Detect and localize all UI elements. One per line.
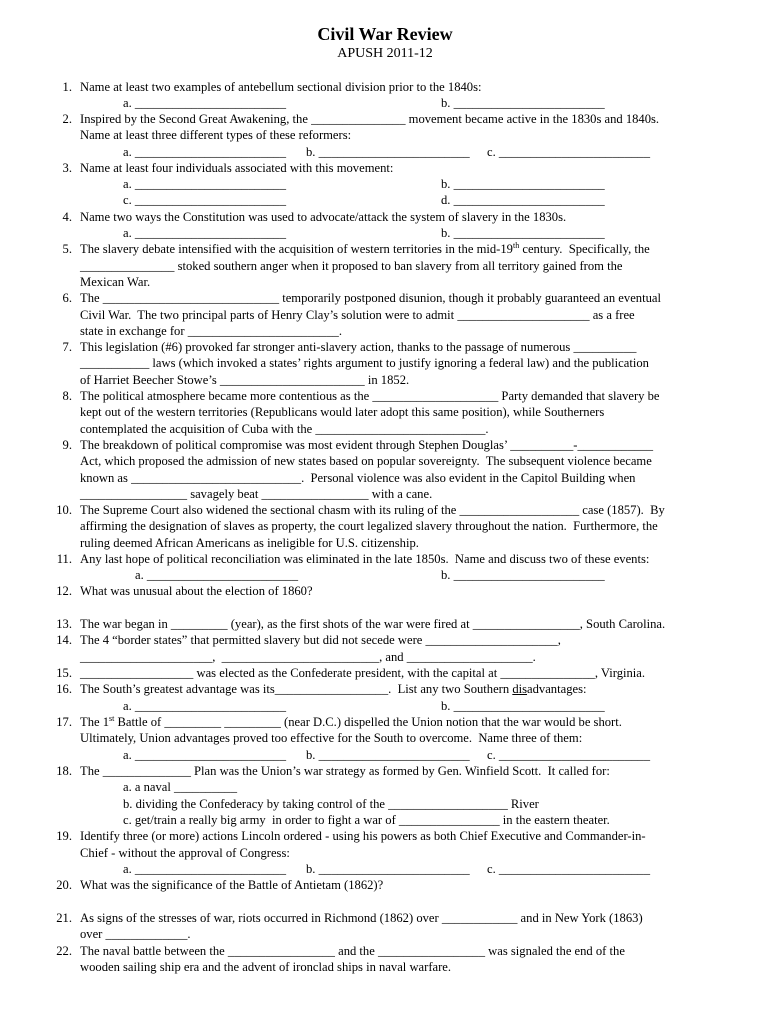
question-line: of Harriet Beecher Stowe’s _______________________ in 1852.: [80, 373, 410, 387]
question-number: 2.: [62, 112, 72, 126]
question-line: known as ___________________________. Personal violence was also evident in the Capitol Building when: [80, 471, 636, 485]
question-line: a. ________________________: [123, 177, 287, 191]
question-text: Name at least four individuals associated with this movement:: [80, 161, 394, 175]
question-number: 15.: [56, 666, 72, 680]
question-line: d. ________________________: [441, 193, 605, 207]
question-line: c. ________________________: [123, 193, 287, 207]
question-number: 6.: [62, 291, 72, 305]
question-text: The South’s greatest advantage was its__________________. List any two Southern disadvantages:: [80, 682, 587, 696]
question-text: The slavery debate intensified with the acquisition of western territories in the mid-19th century. Specifically, the: [80, 240, 650, 256]
question-number: 16.: [56, 682, 72, 696]
question-number: 22.: [56, 944, 72, 958]
question-text: Name two ways the Constitution was used to advocate/attack the system of slavery in the 1830s.: [80, 210, 567, 224]
question-line: ruling deemed African Americans as ineligible for U.S. citizenship.: [80, 536, 419, 550]
question-number: 12.: [56, 584, 72, 598]
question-number: 18.: [56, 764, 72, 778]
question-line: c. get/train a really big army in order to fight a war of ________________ in the eastern theater.: [123, 813, 610, 827]
question-line: a. ________________________: [123, 862, 287, 876]
page-subtitle: APUSH 2011-12: [337, 46, 433, 61]
question-line: state in exchange for ________________________.: [80, 324, 342, 338]
question-text: The breakdown of political compromise was most evident through Stephen Douglas’ __________-____________: [80, 438, 654, 452]
question-number: 20.: [56, 878, 72, 892]
question-number: 3.: [62, 161, 72, 175]
question-line: _______________ stoked southern anger when it proposed to ban slavery from all territory gained from the: [80, 259, 623, 273]
question-text: What was unusual about the election of 1860?: [80, 584, 313, 598]
question-number: 19.: [56, 829, 72, 843]
question-line: b. ________________________: [441, 699, 605, 713]
question-text: The Supreme Court also widened the sectional chasm with its ruling of the ___________________ case (1857). By: [80, 503, 665, 517]
question-line: c. ________________________: [487, 145, 651, 159]
question-line: b. dividing the Confederacy by taking control of the ___________________ River: [123, 797, 539, 811]
question-line: wooden sailing ship era and the advent of ironclad ships in naval warfare.: [80, 960, 452, 974]
question-line: b. ________________________: [306, 862, 470, 876]
question-line: Chief - without the approval of Congress:: [80, 846, 290, 860]
question-line: Ultimately, Union advantages proved too effective for the South to overcome. Name three of them:: [80, 731, 583, 745]
question-text: The political atmosphere became more contentious as the ____________________ Party demanded that slavery be: [80, 389, 660, 403]
question-text: __________________ was elected as the Confederate president, with the capital at _______________, Virginia.: [80, 666, 646, 680]
question-number: 8.: [62, 389, 72, 403]
question-text: The war began in _________ (year), as the first shots of the war were fired at _________________, South Carolina.: [80, 617, 666, 631]
question-line: b. ________________________: [441, 96, 605, 110]
question-line: Name at least three different types of these reformers:: [80, 128, 352, 142]
question-line: over _____________.: [80, 927, 191, 941]
question-line: b. ________________________: [441, 568, 605, 582]
question-number: 11.: [56, 552, 72, 566]
question-line: contemplated the acquisition of Cuba with the ___________________________.: [80, 422, 489, 436]
question-text: Inspired by the Second Great Awakening, the _______________ movement became active in the 1830s and 1840s.: [80, 112, 660, 126]
question-number: 17.: [56, 715, 72, 729]
question-line: kept out of the western territories (Republicans would later adopt this same position), while Southerners: [80, 405, 605, 419]
question-line: c. ________________________: [487, 748, 651, 762]
question-number: 5.: [62, 242, 72, 256]
question-line: ___________ laws (which invoked a states’ rights argument to justify ignoring a federal law) and the publication: [80, 356, 649, 370]
question-text: The ____________________________ temporarily postponed disunion, though it probably guaranteed an eventual: [80, 291, 661, 305]
question-line: _____________________, _________________________, and ____________________.: [80, 650, 536, 664]
question-line: b. ________________________: [441, 177, 605, 191]
question-line: Civil War. The two principal parts of Henry Clay’s solution were to admit _____________________ as a free: [80, 308, 635, 322]
question-text: Name at least two examples of antebellum sectional division prior to the 1840s:: [80, 80, 482, 94]
question-text: This legislation (#6) provoked far stronger anti-slavery action, thanks to the passage of numerous __________: [80, 340, 637, 354]
question-line: b. ________________________: [306, 145, 470, 159]
question-number: 14.: [56, 633, 72, 647]
question-text: As signs of the stresses of war, riots occurred in Richmond (1862) over ____________ and in New York (1863): [80, 911, 643, 925]
question-line: Mexican War.: [80, 275, 151, 289]
question-text: What was the significance of the Battle of Antietam (1862)?: [80, 878, 384, 892]
question-number: 21.: [56, 911, 72, 925]
question-text: The naval battle between the _________________ and the _________________ was signaled the end of the: [80, 944, 625, 958]
question-line: a. ________________________: [123, 699, 287, 713]
question-number: 10.: [56, 503, 72, 517]
question-line: a. a naval __________: [123, 780, 238, 794]
page-title: Civil War Review: [317, 24, 453, 44]
question-text: Any last hope of political reconciliation was eliminated in the late 1850s. Name and discuss two of these events:: [80, 552, 650, 566]
question-number: 13.: [56, 617, 72, 631]
question-line: a. ________________________: [135, 568, 299, 582]
question-line: a. ________________________: [123, 145, 287, 159]
question-line: a. ________________________: [123, 226, 287, 240]
question-line: _________________ savagely beat _________________ with a cane.: [80, 487, 433, 501]
question-line: a. ________________________: [123, 96, 287, 110]
question-line: b. ________________________: [441, 226, 605, 240]
question-text: The ______________ Plan was the Union’s war strategy as formed by Gen. Winfield Scott. It called for:: [80, 764, 610, 778]
question-line: b. ________________________: [306, 748, 470, 762]
question-number: 4.: [62, 210, 72, 224]
question-line: affirming the designation of slaves as property, the court legalized slavery throughout the nation. Furthermore, the: [80, 519, 658, 533]
question-number: 1.: [62, 80, 72, 94]
question-line: a. ________________________: [123, 748, 287, 762]
question-line: c. ________________________: [487, 862, 651, 876]
question-number: 9.: [62, 438, 72, 452]
question-text: Identify three (or more) actions Lincoln ordered - using his powers as both Chief Executive and Commander-in-: [80, 829, 646, 843]
question-text: The 1st Battle of _________ _________ (near D.C.) dispelled the Union notion that the war would be short.: [80, 713, 622, 729]
question-text: The 4 “border states” that permitted slavery but did not secede were _____________________,: [80, 633, 561, 647]
question-line: Act, which proposed the admission of new states based on popular sovereignty. The subsequent violence became: [80, 454, 652, 468]
question-number: 7.: [62, 340, 72, 354]
